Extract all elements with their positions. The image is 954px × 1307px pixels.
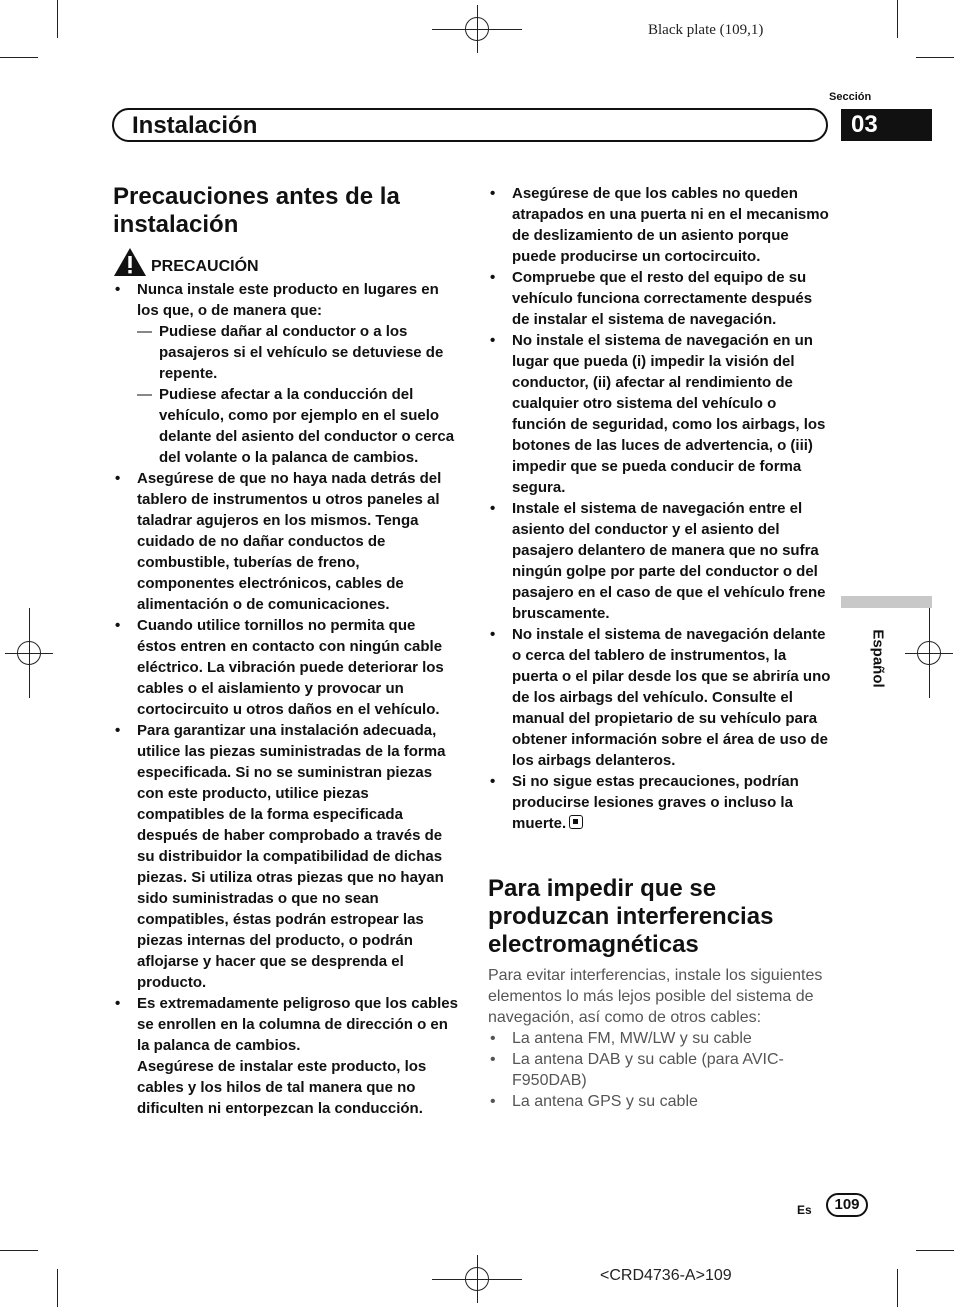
emi-section	[488, 875, 833, 1112]
list-item: • La antena FM, MW/LW y su cable	[488, 1028, 833, 1049]
crop-mark	[916, 1250, 954, 1251]
left-column	[113, 183, 458, 1119]
crop-mark	[57, 1269, 58, 1307]
list-item: • No instale el sistema de navegación delante o cerca del tablero de instrumentos, la puerta o el pilar desde los que se abriría uno de los airbags del vehículo. Consulte el manual del propietario de su vehículo para obtener información sobre el área de uso de los airbags delanteros.	[488, 624, 833, 771]
language-tab-bar	[841, 596, 932, 608]
crop-mark	[0, 1250, 38, 1251]
section-end-icon	[569, 815, 583, 829]
list-item: • Cuando utilice tornillos no permita que éstos entren en contacto con ningún cable eléctrico. La vibración puede deteriorar los cables o el aislamiento y provocar un cortocircuito u otros daños en el vehículo.	[113, 615, 458, 720]
list-item: • Es extremadamente peligroso que los cables se enrollen en la columna de dirección o en la palanca de cambios. Asegúrese de instalar este producto, los cables y los hilos de tal manera que no dificulten ni entorpezcan la conducción.	[113, 993, 458, 1119]
crop-mark	[0, 57, 38, 58]
section-heading: Precauciones antes de la instalación	[113, 183, 400, 238]
chapter-title: Instalación	[132, 112, 258, 139]
crop-mark	[57, 0, 58, 38]
doc-code: <CRD4736-A>109	[600, 1267, 732, 1284]
list-item: • Para garantizar una instalación adecuada, utilice las piezas suministradas de la forma especificada. Si no se suministran piezas con este producto, utilice piezas compatibles de la forma especificada después de haber comprobado a través de su distribuidor la compatibilidad de dichas piezas. Si utiliza otras piezas que no hayan sido suministradas o que no sean compatibles, éstas podrán estropear las piezas internas del producto, o podrán aflojarse y hacer que se desprenda el producto.	[113, 720, 458, 993]
section-label: Sección	[829, 91, 872, 103]
section-number: 03	[841, 109, 932, 141]
list-item: • Asegúrese de que los cables no queden atrapados en una puerta ni en el mecanismo de deslizamiento de un asiento porque puede producirse un cortocircuito.	[488, 183, 833, 267]
chapter-header	[112, 108, 828, 142]
caution-label: PRECAUCIÓN	[151, 258, 259, 275]
list-item: — Pudiese afectar a la conducción del vehículo, como por ejemplo en el suelo delante del asiento del conductor o cerca del volante o la palanca de cambios.	[137, 384, 458, 468]
list-item: • Nunca instale este producto en lugares en los que, o de manera que: — Pudiese dañar al conductor o a los pasajeros si el vehículo se detuviese de repente. — Pudiese afectar a la conducción del vehículo, como por ejemplo en el suelo delante del asiento del conductor o cerca del volante o la palanca de cambios.	[113, 279, 458, 468]
list-item: — Pudiese dañar al conductor o a los pasajeros si el vehículo se detuviese de repente.	[137, 321, 458, 384]
language-tab-label: Español	[869, 629, 887, 688]
list-item: • La antena GPS y su cable	[488, 1091, 833, 1112]
list-item: • Compruebe que el resto del equipo de su vehículo funciona correctamente después de instalar el sistema de navegación.	[488, 267, 833, 330]
antenna-list	[488, 1028, 833, 1112]
plate-label: Black plate (109,1)	[648, 22, 764, 38]
caution-header	[113, 247, 458, 277]
list-item: • Instale el sistema de navegación entre el asiento del conductor y el asiento del pasajero delantero de manera que no sufra ningún golpe por parte del conductor o del pasajero en el caso de que el vehículo frene bruscamente.	[488, 498, 833, 624]
crop-mark	[897, 0, 898, 38]
crop-mark	[897, 1269, 898, 1307]
right-column	[488, 183, 833, 834]
language-code: Es	[797, 1203, 812, 1217]
intro-paragraph: Para evitar interferencias, instale los siguientes elementos lo más lejos posible del sistema de navegación, así como de otros cables:	[488, 967, 823, 1026]
list-item: • No instale el sistema de navegación en un lugar que pueda (i) impedir la visión del conductor, (ii) afectar al rendimiento de cualquier otro sistema del vehículo o función de seguridad, como los airbags, los botones de las luces de advertencia, o (iii) impedir que se pueda conducir de forma segura.	[488, 330, 833, 498]
crop-mark	[916, 57, 954, 58]
page-number: 109	[826, 1193, 868, 1217]
warning-icon	[113, 247, 147, 277]
caution-list	[113, 279, 458, 1119]
list-item: • Si no sigue estas precauciones, podrían producirse lesiones graves o incluso la muerte.	[488, 771, 833, 834]
section-heading: Para impedir que se produzcan interferencias electromagnéticas	[488, 875, 774, 958]
list-item: • La antena DAB y su cable (para AVIC-F950DAB)	[488, 1049, 833, 1091]
list-item: • Asegúrese de que no haya nada detrás del tablero de instrumentos u otros paneles al taladrar agujeros en los mismos. Tenga cuidado de no dañar conductos de combustible, tuberías de freno, componentes electrónicos, cables de alimentación o de comunicaciones.	[113, 468, 458, 615]
